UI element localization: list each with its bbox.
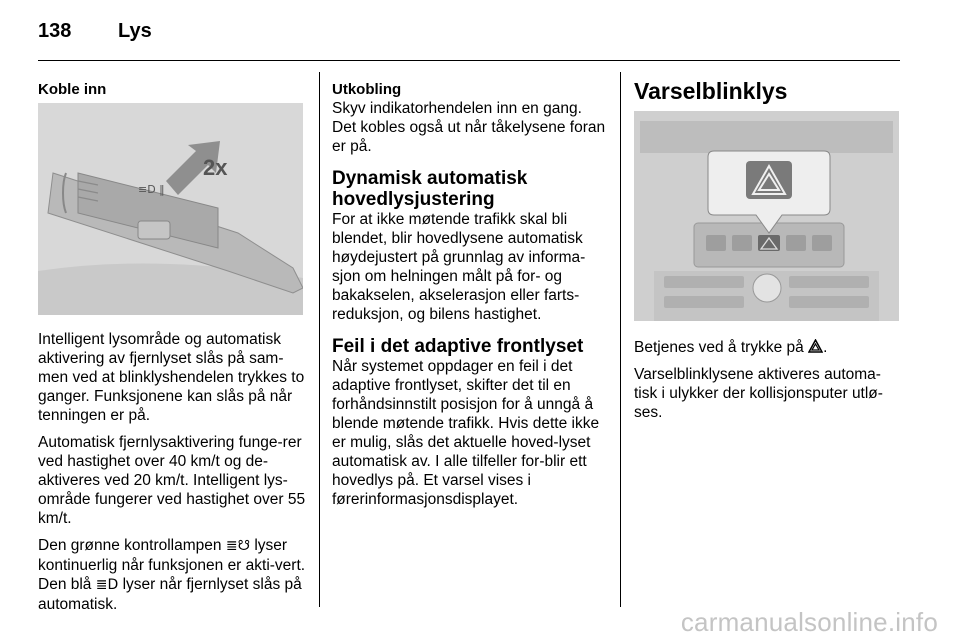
hazard-triangle-icon [808, 339, 823, 353]
column-right [634, 77, 902, 105]
heading-adaptive-fault: Feil i det adaptive frontlyset [332, 336, 584, 357]
paragraph-auto-high-beam: Automatisk fjernlysaktivering funge-rer ved hastighet over 40 km/t og de-aktiveres ved 20 km/t. Intelligent lys-område fungerer ved hastighet over 55 km/t. [38, 434, 306, 527]
hazard-switch-illustration [634, 111, 899, 321]
blue-high-beam-icon: ≣D [95, 577, 119, 593]
heading-hazard-lights: Varselblinklys [634, 78, 788, 104]
paragraph-dynamic-leveling: For at ikke møtende trafikk skal bli blendet, blir hovedlysene automatisk høydejustert på grunnlag av informa-sjon om helningen målt på for- og bakakselen, akselerasjon eller farts-reduksjon, og bilens hastighet. [332, 211, 586, 323]
figure-label-2x: 2x [203, 155, 228, 180]
column-divider-right [620, 72, 621, 607]
paragraph-deactivate: Skyv indikatorhendelen inn en gang. Det kobles også ut når tåkelysene foran er på. [332, 100, 606, 155]
column-divider-left [319, 72, 320, 607]
paragraph-intelligent-light: Intelligent lysområde og automatisk aktivering av fjernlyset slås på sam-men ved at blinklyshendelen trykkes to ganger. Funksjonene kan slås på når tenningen er på. [38, 331, 305, 424]
column-left [38, 80, 306, 99]
watermark: carmanualsonline.info [680, 607, 938, 637]
subheading-utkobling: Utkobling [332, 81, 402, 98]
stalk-illustration [38, 103, 303, 315]
column-right-body [634, 338, 902, 422]
heading-dynamic-leveling: Dynamisk automatisk hovedlysjustering [332, 168, 528, 210]
paragraph-hazard-auto: Varselblinklysene aktiveres automa-tisk i ulykker der kollisjonsputer utlø-ses. [634, 366, 883, 421]
paragraph-hazard-press: Betjenes ved å trykke på . [634, 339, 828, 356]
page-number: 138 [38, 20, 72, 42]
column-left-body [38, 330, 306, 614]
svg-text:≡D ‖: ≡D ‖ [138, 183, 165, 196]
section-title: Lys [118, 20, 152, 42]
header-rule [38, 60, 900, 61]
paragraph-control-lamps: Den grønne kontrollampen ≣☋ lyser kontinuerlig når funksjonen er akti-vert. Den blå ≣D lyser når fjernlyset slås på automatisk. [38, 537, 306, 613]
paragraph-adaptive-fault: Når systemet oppdager en feil i det adaptive frontlyset, skifter det til en forhåndsinnstilt posisjon for å unngå å blende møtende trafikk. Hvis dette ikke er mulig, slås det aktuelle hoved-lyset automatisk av. I alle tilfeller for-blir ett hovedlys på. Et varsel vises i førerinformasjonsdisplayet. [332, 358, 600, 508]
column-middle [332, 80, 607, 509]
green-high-beam-assist-icon: ≣☋ [225, 538, 251, 554]
subheading-koble-inn: Koble inn [38, 81, 107, 98]
